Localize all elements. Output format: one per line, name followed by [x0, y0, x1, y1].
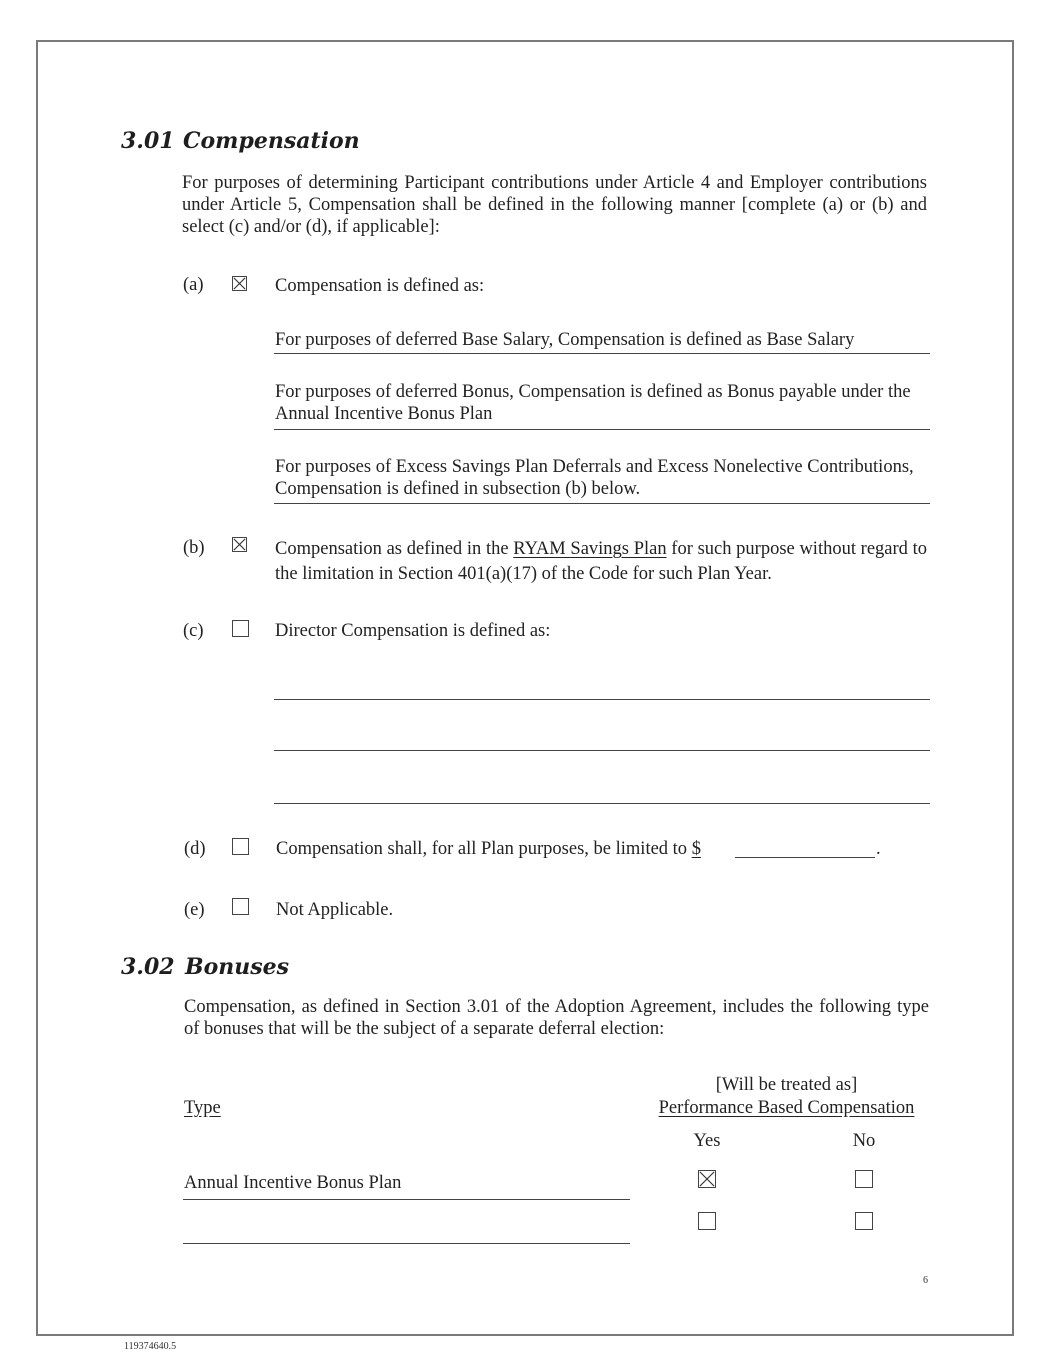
option-b-checkbox[interactable] [232, 537, 247, 552]
director-comp-line[interactable] [274, 803, 930, 804]
checked-x-icon [233, 538, 246, 551]
definition-underline [274, 503, 930, 504]
perf-header-line2: Performance Based Compensation [658, 1098, 915, 1118]
option-a-label: (a) [183, 275, 204, 295]
definition-underline [274, 353, 930, 354]
section-intro: For purposes of determining Participant contributions under Article 4 and Employer contributions under Article 5, Compensation shall be defined in the following manner [complete (a) or (b) and select (c) and/or (d), if applicable]: [182, 173, 927, 237]
option-c-text: Director Compensation is defined as: [275, 621, 551, 641]
option-e-label: (e) [184, 900, 205, 920]
option-e-text: Not Applicable. [276, 900, 394, 920]
checked-x-icon [233, 277, 246, 290]
row1-yes-checkbox[interactable] [698, 1170, 716, 1188]
section-number: 3.02 [121, 954, 175, 980]
section-title: Bonuses [185, 954, 290, 980]
period: . [876, 839, 881, 859]
row2-yes-checkbox[interactable] [698, 1212, 716, 1230]
checked-x-icon [699, 1171, 715, 1187]
option-c-label: (c) [183, 621, 204, 641]
option-e-checkbox[interactable] [232, 898, 249, 915]
option-d-text-main: Compensation shall, for all Plan purposes, be limited to [276, 839, 688, 859]
definition-excess: For purposes of Excess Savings Plan Deferrals and Excess Nonelective Contributions, Compensation is defined in subsection (b) below. [275, 457, 914, 499]
row1-no-checkbox[interactable] [855, 1170, 873, 1188]
bonus-type-underline [183, 1199, 630, 1200]
definition-base-salary: For purposes of deferred Base Salary, Compensation is defined as Base Salary [275, 330, 855, 350]
bonus-type-blank-line[interactable] [183, 1243, 630, 1244]
director-comp-line[interactable] [274, 750, 930, 751]
type-column-header: Type [184, 1098, 221, 1118]
limit-amount-line[interactable] [735, 857, 875, 858]
option-c-checkbox[interactable] [232, 620, 249, 637]
section-intro: Compensation, as defined in Section 3.01 of the Adoption Agreement, includes the following type of bonuses that will be the subject of a separate deferral election: [184, 997, 929, 1039]
option-b-label: (b) [183, 538, 205, 558]
section-number: 3.01 [121, 128, 175, 154]
row2-no-checkbox[interactable] [855, 1212, 873, 1230]
definition-bonus: For purposes of deferred Bonus, Compensation is defined as Bonus payable under the Annual Incentive Bonus Plan [275, 382, 911, 424]
option-b-text [275, 537, 927, 587]
section-title: Compensation [183, 128, 360, 154]
option-d-text [276, 838, 701, 860]
option-b-text-before: Compensation as defined in the [275, 539, 514, 559]
option-a-text: Compensation is defined as: [275, 276, 485, 296]
option-b-text-after: for such purpose without regard to the limitation in Section 401(a)(17) of the Code for such Plan Year. [275, 539, 928, 584]
plan-name-link: RYAM Savings Plan [513, 539, 667, 559]
option-d-checkbox[interactable] [232, 838, 249, 855]
director-comp-line[interactable] [274, 699, 930, 700]
no-column-header: No [852, 1131, 876, 1151]
document-id: 119374640.5 [124, 1341, 177, 1352]
currency-symbol: $ [691, 839, 701, 859]
yes-column-header: Yes [693, 1131, 721, 1151]
bonus-type-cell: Annual Incentive Bonus Plan [184, 1173, 402, 1193]
perf-header-line1: [Will be treated as] [715, 1075, 858, 1095]
option-d-label: (d) [184, 839, 206, 859]
definition-underline [274, 429, 930, 430]
page-number: 6 [923, 1275, 928, 1286]
option-a-checkbox[interactable] [232, 276, 247, 291]
